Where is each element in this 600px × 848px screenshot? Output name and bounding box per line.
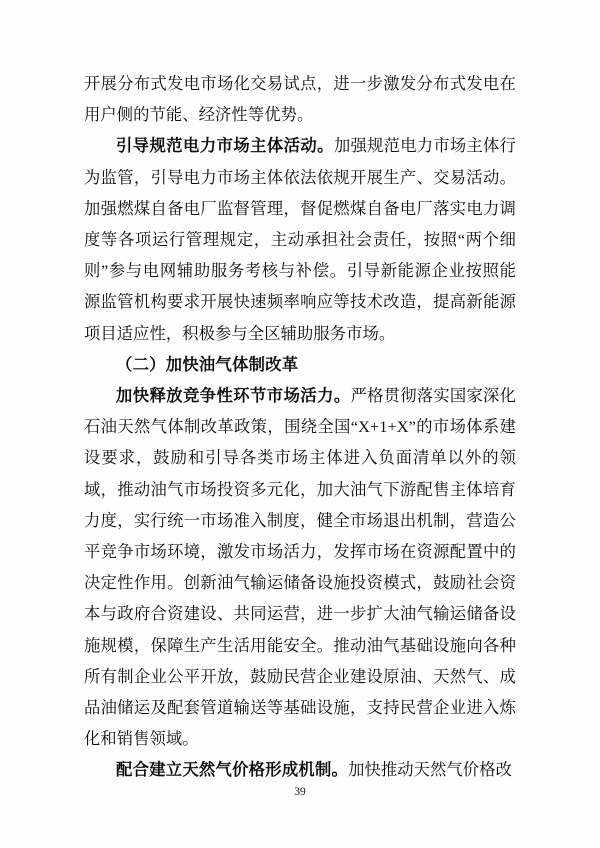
paragraph-3-text: 严格贯彻落实国家深化石油天然气体制改革政策，围绕全国“X+1+X”的市场体系建设要求，鼓励和引导各类市场主体进入负面清单以外的领域，推动油气市场投资多元化，加大油气下游配售主体培育力度，实行统一市场准入制度，健全市场退出机制，营造公平竞争市场环境，激发市场活力，发挥市场在资源配置中的决定性作用。创新油气输运储备设施投资模式，鼓励社会资本与政府合资建设、共同运营，进一步扩大油气输运储备设施规模，保障生产生活用能安全。推动油气基础设施向各种所有制企业公平开放，鼓励民营企业建设原油、天然气、成品油储运及配套管道输送等基础设施，支持民营企业进入炼化和销售领域。	[84, 386, 516, 749]
paragraph-4-text: 加快推动天然气价格改	[348, 760, 512, 780]
paragraph-1-text: 开展分布式发电市场化交易试点，进一步激发分布式发电在用户侧的节能、经济性等优势。	[84, 74, 516, 125]
paragraph-3	[84, 380, 516, 754]
paragraph-1	[84, 68, 516, 130]
page-body	[84, 68, 516, 786]
page-number: 39	[294, 786, 306, 798]
section-heading	[84, 349, 516, 380]
paragraph-2-lead: 引导规范电力市场主体活动。	[116, 136, 334, 156]
paragraph-4	[84, 754, 516, 785]
paragraph-3-lead: 加快释放竞争性环节市场活力。	[116, 386, 351, 406]
section-heading-text: （二）加快油气体制改革	[116, 354, 299, 374]
paragraph-4-lead: 配合建立天然气价格形成机制。	[116, 760, 349, 780]
paragraph-2-text: 加强规范电力市场主体行为监管，引导电力市场主体依法依规开展生产、交易活动。加强燃煤自备电厂监督管理，督促燃煤自备电厂落实电力调度等各项运行管理规定，主动承担社会责任，按照“两个细则”参与电网辅助服务考核与补偿。引导新能源企业按照能源监管机构要求开展快速频率响应等技术改造，提高新能源项目适应性，积极参与全区辅助服务市场。	[84, 136, 516, 343]
paragraph-2	[84, 130, 516, 348]
